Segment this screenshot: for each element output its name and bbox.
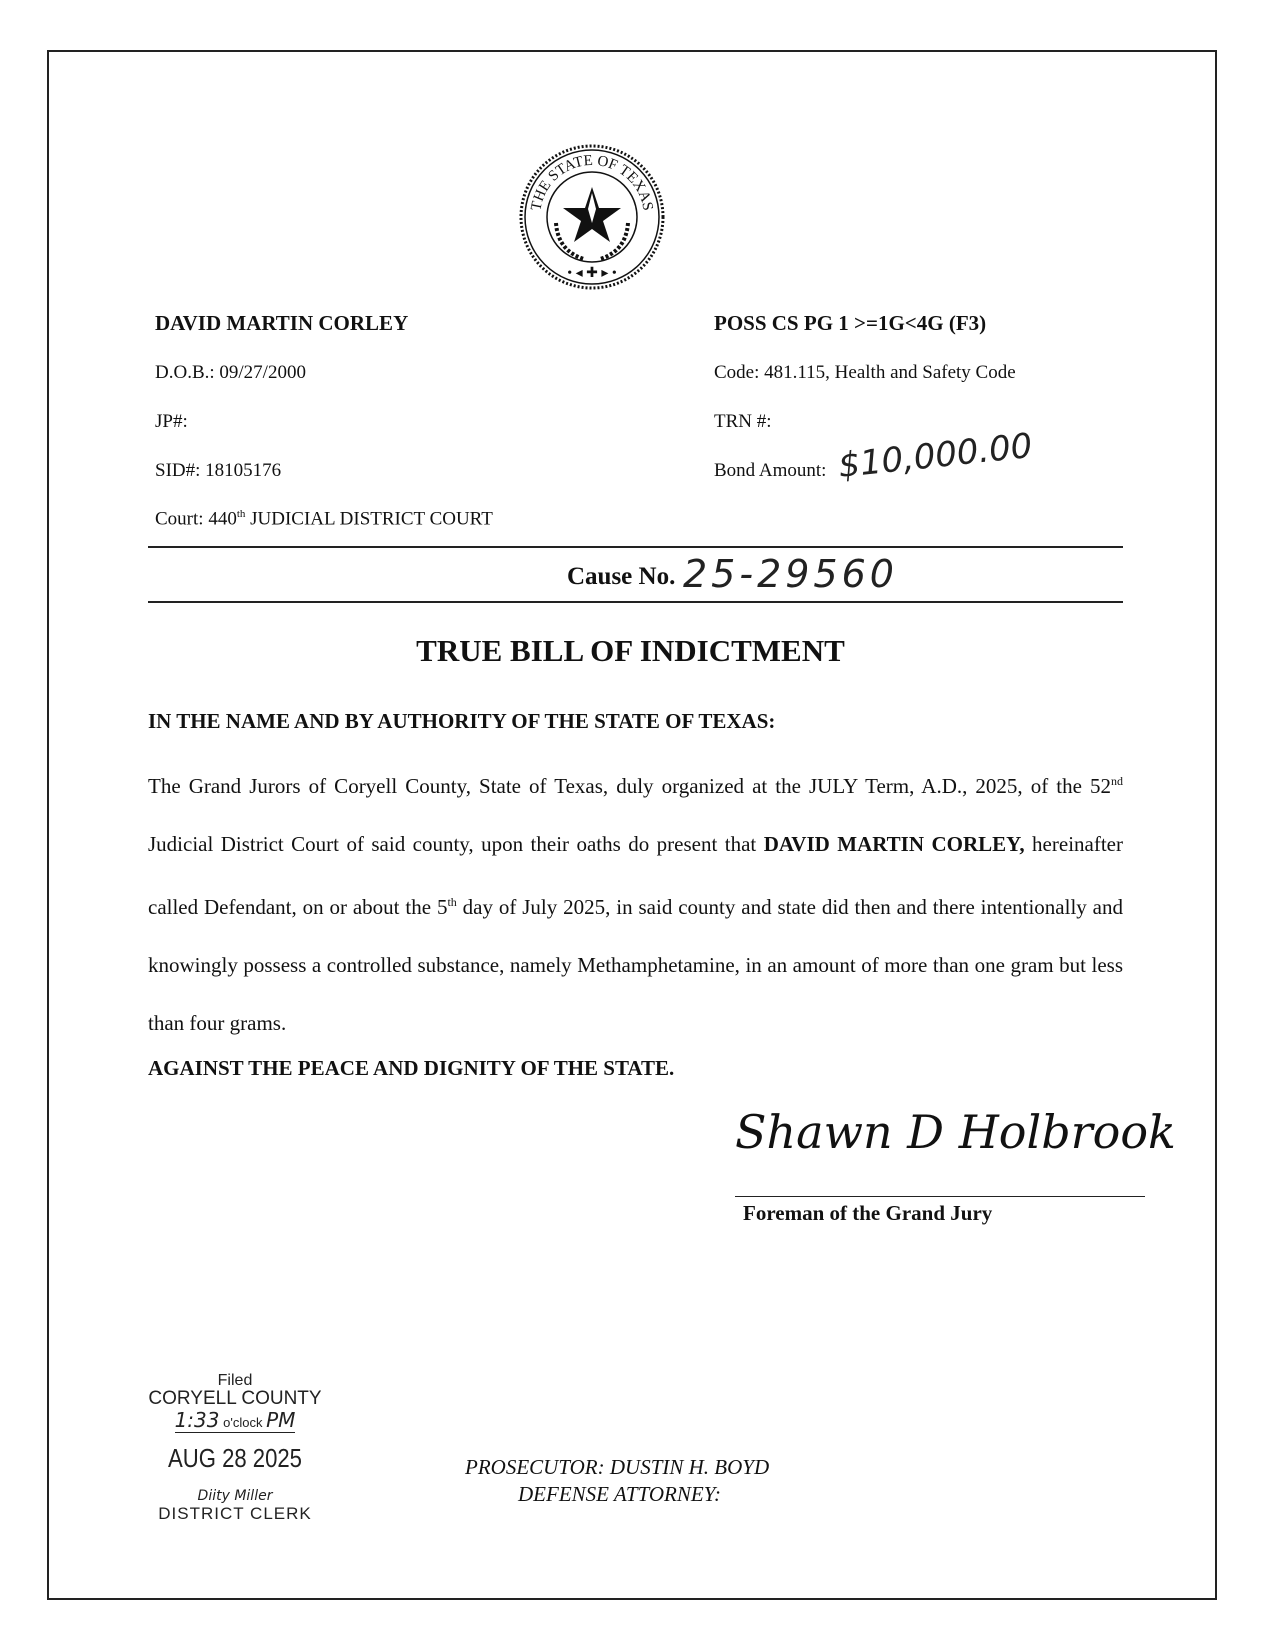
- prosecutor: PROSECUTOR: DUSTIN H. BOYD: [465, 1455, 770, 1479]
- cause-label: Cause No.: [567, 563, 676, 590]
- bond-amount-handwritten: $10,000.00: [836, 425, 1035, 487]
- defendant-name: DAVID MARTIN CORLEY: [155, 311, 409, 335]
- sid-number: SID#: 18105176: [155, 460, 282, 481]
- dob: D.O.B.: 09/27/2000: [155, 362, 306, 383]
- divider-bottom: [148, 601, 1123, 603]
- document-title: TRUE BILL OF INDICTMENT: [416, 633, 845, 668]
- trn-number: TRN #:: [714, 411, 772, 432]
- bond-amount-label: Bond Amount:: [714, 460, 827, 481]
- divider-top: [148, 546, 1123, 548]
- closing-statement: AGAINST THE PEACE AND DIGNITY OF THE STATE.: [148, 1056, 675, 1080]
- defense-attorney: DEFENSE ATTORNEY:: [518, 1482, 722, 1506]
- cause-number-handwritten: 25-29560: [683, 552, 898, 596]
- filed-stamp: Filed CORYELL COUNTY 1:33 o'clock PM AUG 28 2025 Diity Miller DISTRICT CLERK: [148, 1372, 322, 1523]
- foreman-signature: Shawn D Holbrook: [735, 1105, 1176, 1159]
- court: Court: 440th JUDICIAL DISTRICT COURT: [155, 508, 493, 530]
- svg-text:THE STATE OF TEXAS: THE STATE OF TEXAS: [528, 152, 656, 213]
- foreman-title: Foreman of the Grand Jury: [743, 1201, 993, 1225]
- texas-seal-logo: [518, 143, 666, 291]
- signature-line: [735, 1196, 1145, 1197]
- offense-title: POSS CS PG 1 >=1G<4G (F3): [714, 311, 987, 335]
- authority-heading: IN THE NAME AND BY AUTHORITY OF THE STATE OF TEXAS:: [148, 709, 776, 733]
- offense-code: Code: 481.115, Health and Safety Code: [714, 362, 1016, 383]
- indictment-body: The Grand Jurors of Coryell County, State of Texas, duly organized at the JULY Term, A.D., 2025, of the 52nd Judicial District Court of said county, upon their oaths do present that DAVID MARTIN CORLEY, hereinafter called Defendant, on or about the 5th day of July 2025, in said county and state did then and there intentionally and knowingly possess a controlled substance, namely Methamphetamine, in an amount of more than one gram but less than four grams.: [148, 774, 1123, 1035]
- jp-number: JP#:: [155, 411, 188, 432]
- svg-text:• ◂ ✚ ▸ •: • ◂ ✚ ▸ •: [567, 266, 617, 281]
